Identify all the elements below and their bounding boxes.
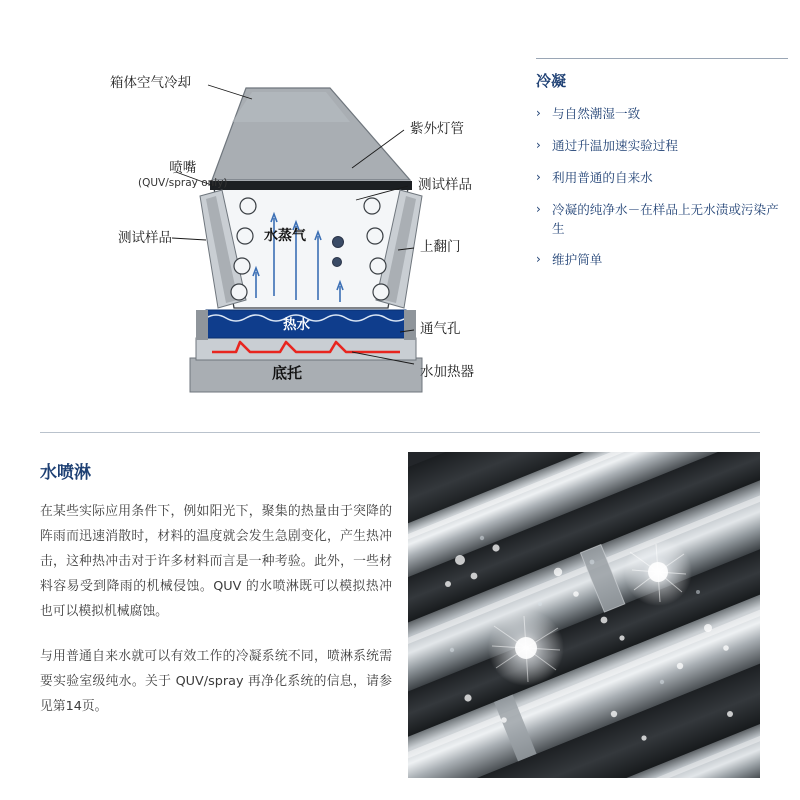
chevron-right-icon: › bbox=[536, 252, 541, 267]
label-flip-door: 上翻门 bbox=[420, 239, 461, 255]
chevron-right-icon: › bbox=[536, 169, 541, 184]
photo-illustration bbox=[408, 452, 760, 778]
section-divider bbox=[40, 432, 760, 433]
panel-title: 冷凝 bbox=[536, 72, 567, 90]
label-vapor: 水蒸气 bbox=[264, 228, 306, 244]
bullet-item-1 bbox=[536, 137, 788, 156]
label-hot-water: 热水 bbox=[283, 317, 310, 333]
bullet-item-2 bbox=[536, 169, 788, 188]
chevron-right-icon: › bbox=[536, 137, 541, 152]
label-base: 底托 bbox=[272, 364, 303, 382]
section-body bbox=[40, 500, 392, 740]
label-specimen-left: 测试样品 bbox=[118, 230, 172, 246]
label-water-heater: 水加热器 bbox=[420, 364, 474, 380]
label-nozzle-sub: (QUV/spray only) bbox=[138, 176, 228, 189]
section-title: 水喷淋 bbox=[40, 463, 91, 483]
paragraph-1: 在某些实际应用条件下，例如阳光下，聚集的热量由于突降的阵雨而迅速消散时，材料的温度就会发生急剧变化，产生热冲击，这种热冲击对于许多材料而言是一种考验。此外，一些材料容易受到降雨的机械侵蚀。QUV 的水喷淋既可以模拟热冲也可以模拟机械腐蚀。 bbox=[40, 504, 392, 619]
label-specimen-right: 测试样品 bbox=[418, 177, 472, 193]
label-uv-lamp: 紫外灯管 bbox=[410, 121, 464, 137]
bullet-text: 通过升温加速实验过程 bbox=[552, 137, 678, 153]
paragraph-2: 与用普通自来水就可以有效工作的冷凝系统不同，喷淋系统需要实验室级纯水。关于 QUV/spray 再净化系统的信息，请参见第14页。 bbox=[40, 648, 392, 714]
label-nozzle: 喷嘴 (QUV/spray only) bbox=[138, 160, 228, 189]
bullet-text: 冷凝的纯净水－在样品上无水渍或污染产生 bbox=[552, 201, 779, 236]
quv-chamber-diagram bbox=[0, 0, 520, 430]
bullet-text: 维护简单 bbox=[552, 252, 603, 268]
water-spray-photo bbox=[408, 452, 760, 778]
condensation-panel bbox=[536, 58, 788, 283]
bullet-item-3 bbox=[536, 201, 788, 239]
chevron-right-icon: › bbox=[536, 106, 541, 120]
bullet-text: 与自然潮湿一致 bbox=[552, 106, 641, 121]
bullet-text: 利用普通的自来水 bbox=[552, 169, 653, 185]
bullet-item-0 bbox=[536, 105, 788, 124]
label-air-cooling: 箱体空气冷却 bbox=[110, 75, 191, 91]
chevron-right-icon: › bbox=[536, 201, 541, 216]
bullet-item-4 bbox=[536, 251, 788, 270]
label-vent-hole: 通气孔 bbox=[420, 321, 461, 337]
